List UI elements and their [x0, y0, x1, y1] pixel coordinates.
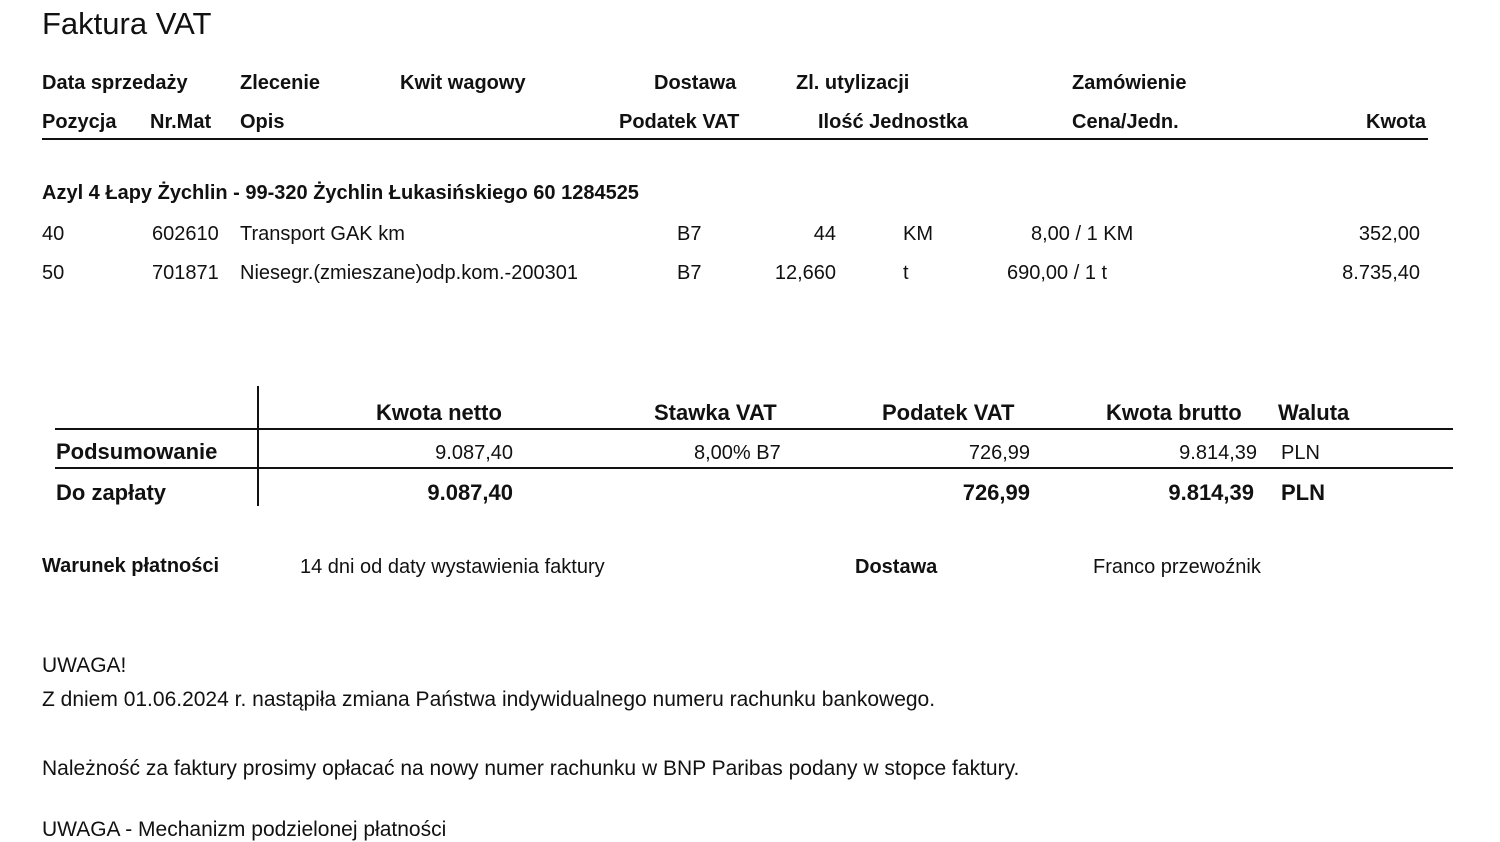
- to-pay-currency: PLN: [1281, 480, 1325, 505]
- invoice-title: Faktura VAT: [42, 6, 212, 41]
- summary-gross: 9.814,39: [1179, 442, 1257, 464]
- summary-divider: [257, 386, 259, 506]
- summary-header-gross: Kwota brutto: [1106, 400, 1242, 425]
- item-unit: KM: [903, 223, 933, 245]
- item-unit-price: 690,00 / 1 t: [1007, 262, 1108, 284]
- delivery-terms-label: Dostawa: [855, 556, 938, 578]
- header-amount: Kwota: [1366, 111, 1426, 133]
- header-material-no: Nr.Mat: [150, 111, 212, 133]
- header-disposal-order: Zl. utylizacji: [796, 72, 910, 94]
- customer-address: Azyl 4 Łapy Żychlin - 99-320 Żychlin Łukasińskiego 60 1284525: [42, 182, 639, 204]
- item-amount: 8.735,40: [1342, 262, 1420, 284]
- item-description: Transport GAK km: [240, 223, 405, 245]
- item-vat: B7: [677, 223, 702, 245]
- payment-terms-label: Warunek płatności: [42, 555, 220, 577]
- header-vat: Podatek VAT: [619, 111, 740, 133]
- header-sale-date: Data sprzedaży: [42, 72, 188, 94]
- item-quantity: 12,660: [774, 262, 836, 284]
- item-position: 40: [42, 223, 65, 245]
- item-material-no: 602610: [152, 223, 219, 245]
- summary-header-vat-rate: Stawka VAT: [654, 400, 777, 425]
- header-delivery: Dostawa: [654, 72, 737, 94]
- summary-header-line: [55, 428, 1453, 430]
- item-position: 50: [42, 262, 65, 284]
- summary-row-line: [55, 467, 1453, 469]
- header-weigh-ticket: Kwit wagowy: [400, 72, 526, 94]
- header-unit-price: Cena/Jedn.: [1072, 111, 1179, 133]
- header-underline: [42, 138, 1428, 140]
- to-pay-net: 9.087,40: [427, 480, 513, 505]
- notice-line-1: Z dniem 01.06.2024 r. nastąpiła zmiana Państwa indywidualnego numeru rachunku bankowego.: [42, 688, 936, 711]
- notice-line-2: Należność za faktury prosimy opłacać na nowy numer rachunku w BNP Paribas podany w stopce faktury.: [42, 757, 1020, 780]
- item-quantity: 44: [813, 223, 836, 245]
- header-purchase-order: Zamówienie: [1072, 72, 1187, 94]
- to-pay-label: Do zapłaty: [56, 480, 167, 505]
- summary-currency: PLN: [1281, 442, 1320, 464]
- summary-header-currency: Waluta: [1278, 400, 1350, 425]
- item-unit-price: 8,00 / 1 KM: [1031, 223, 1134, 245]
- payment-terms-value: 14 dni od daty wystawienia faktury: [300, 556, 605, 578]
- item-material-no: 701871: [152, 262, 219, 284]
- notice-line-3: UWAGA - Mechanizm podzielonej płatności: [42, 818, 447, 841]
- item-description: Niesegr.(zmieszane)odp.kom.-200301: [240, 262, 578, 284]
- item-amount: 352,00: [1358, 223, 1420, 245]
- item-unit: t: [903, 262, 909, 284]
- summary-header-net: Kwota netto: [376, 400, 502, 425]
- item-vat: B7: [677, 262, 702, 284]
- header-qty-unit: Ilość Jednostka: [818, 111, 969, 133]
- to-pay-vat-tax: 726,99: [962, 480, 1030, 505]
- delivery-terms-value: Franco przewoźnik: [1093, 556, 1261, 578]
- notice-heading: UWAGA!: [42, 654, 127, 677]
- header-order: Zlecenie: [240, 72, 321, 94]
- summary-vat-rate: 8,00% B7: [694, 442, 781, 464]
- header-description: Opis: [240, 111, 285, 133]
- to-pay-gross: 9.814,39: [1168, 480, 1254, 505]
- summary-label: Podsumowanie: [56, 439, 218, 464]
- summary-header-vat-tax: Podatek VAT: [882, 400, 1015, 425]
- header-position: Pozycja: [42, 111, 117, 133]
- summary-net: 9.087,40: [435, 442, 513, 464]
- summary-vat-tax: 726,99: [968, 442, 1030, 464]
